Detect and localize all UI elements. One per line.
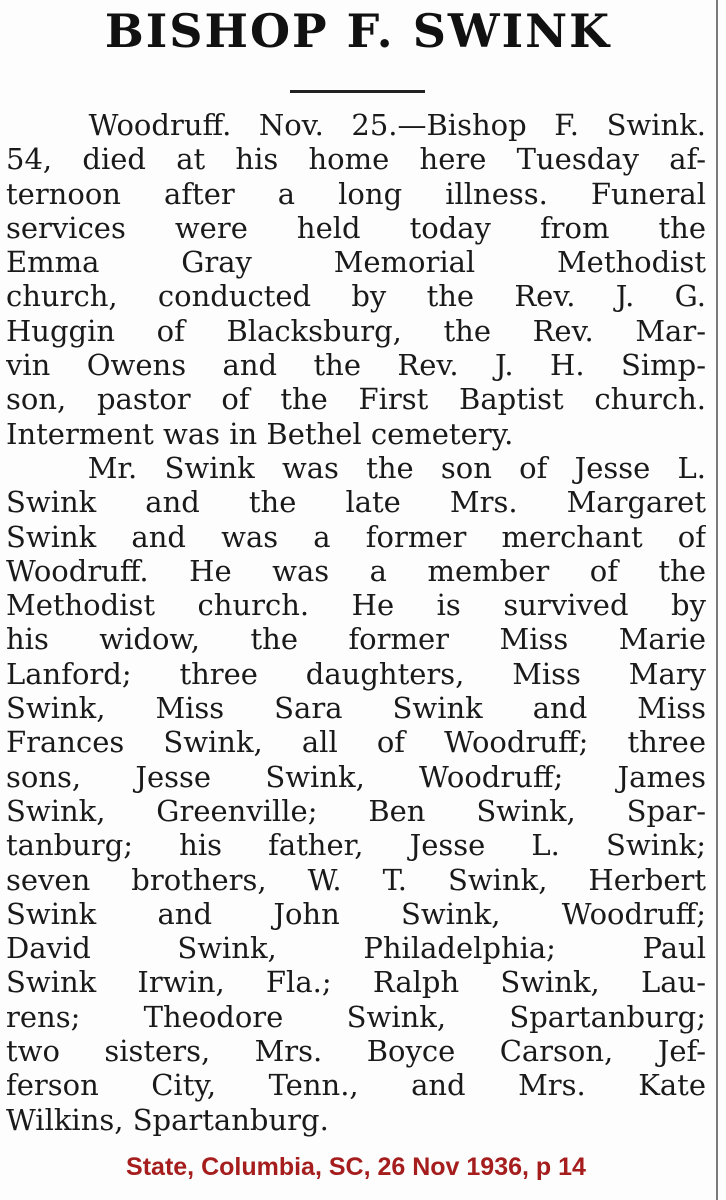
article-line: Lanford; three daughters, Miss Mary xyxy=(6,656,706,691)
article-line: Woodruff. He was a member of the xyxy=(6,553,706,588)
headline: BISHOP F. SWINK xyxy=(104,4,612,58)
article-line: David Swink, Philadelphia; Paul xyxy=(6,931,706,966)
article-line: Woodruff. Nov. 25.—Bishop F. Swink. xyxy=(6,108,706,142)
article-body xyxy=(6,108,706,1137)
article-line: ferson City, Tenn., and Mrs. Kate xyxy=(6,1068,706,1103)
article-line: ternoon after a long illness. Funeral xyxy=(6,176,706,211)
article-line: Swink and was a former merchant of xyxy=(6,519,706,554)
article-line: Mr. Swink was the son of Jesse L. xyxy=(6,450,706,485)
article-line: vin Owens and the Rev. J. H. Simp- xyxy=(6,348,706,383)
article-line: Frances Swink, all of Woodruff; three xyxy=(6,725,706,760)
article-line: Wilkins, Spartanburg. xyxy=(6,1102,329,1137)
article-line: Swink and John Swink, Woodruff; xyxy=(6,896,706,931)
article-line: Interment was in Bethel cemetery. xyxy=(6,416,514,451)
article-line: services were held today from the xyxy=(6,210,706,245)
article-line: Swink, Miss Sara Swink and Miss xyxy=(6,691,706,726)
article-line: his widow, the former Miss Marie xyxy=(6,622,706,657)
article-line: Swink, Greenville; Ben Swink, Spar- xyxy=(6,793,706,828)
headline-divider xyxy=(290,90,425,93)
source-caption: State, Columbia, SC, 26 Nov 1936, p 14 xyxy=(126,1153,586,1181)
column-rule xyxy=(716,0,718,1200)
article-line: rens; Theodore Swink, Spartanburg; xyxy=(6,999,706,1034)
article-line: son, pastor of the First Baptist church. xyxy=(6,382,706,417)
article-line: Huggin of Blacksburg, the Rev. Mar- xyxy=(6,313,706,348)
article-line: seven brothers, W. T. Swink, Herbert xyxy=(6,862,706,897)
article-line: Swink and the late Mrs. Margaret xyxy=(6,485,706,520)
article-line: sons, Jesse Swink, Woodruff; James xyxy=(6,759,706,794)
article-line: Swink Irwin, Fla.; Ralph Swink, Lau- xyxy=(6,965,706,1000)
article-line: 54, died at his home here Tuesday af- xyxy=(6,142,706,177)
article-line: tanburg; his father, Jesse L. Swink; xyxy=(6,828,706,863)
article-line: two sisters, Mrs. Boyce Carson, Jef- xyxy=(6,1034,706,1069)
article-line: Methodist church. He is survived by xyxy=(6,588,706,623)
article-line: church, conducted by the Rev. J. G. xyxy=(6,279,706,314)
article-line: Emma Gray Memorial Methodist xyxy=(6,245,706,280)
